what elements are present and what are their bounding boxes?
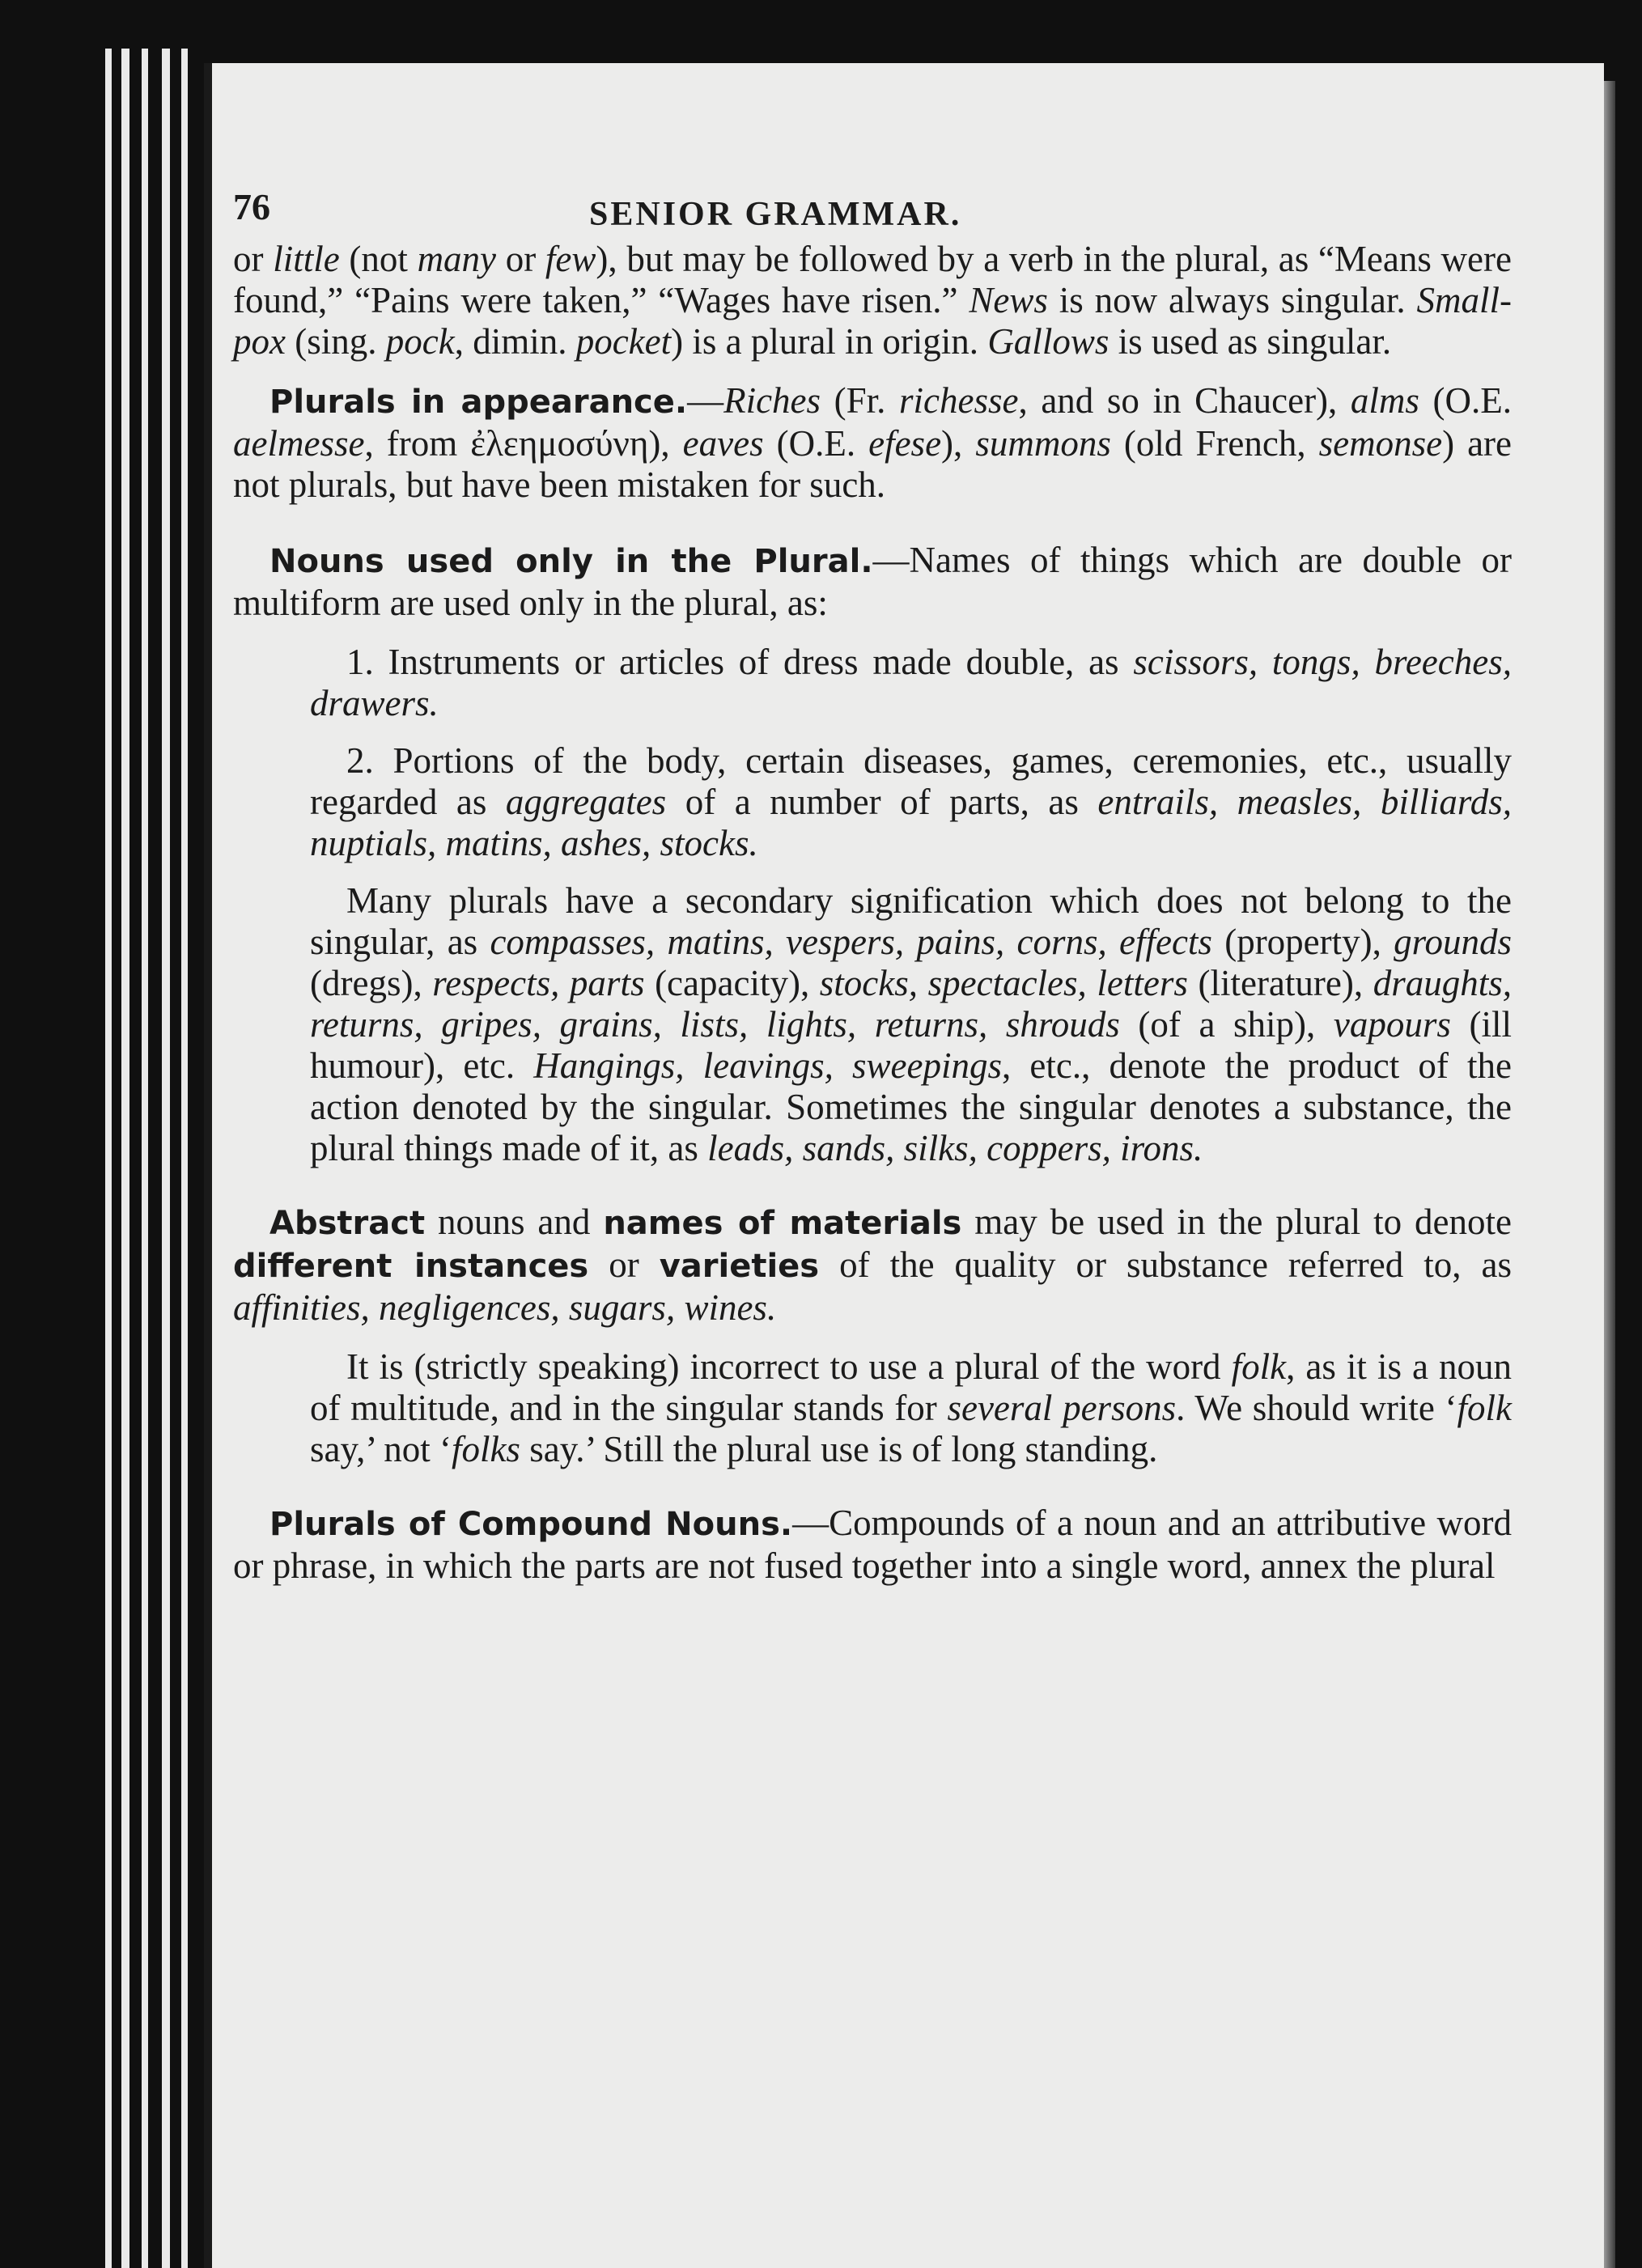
paragraph-nouns-only-plural: Nouns used only in the Plural.—Names of things which are double or multiform are used only in the plural, as: (233, 540, 1513, 623)
page-number: 76 (233, 186, 270, 227)
page-right-edge (1604, 81, 1615, 2268)
indented-block (233, 1346, 1512, 1470)
page-header (233, 162, 1512, 239)
paragraph-secondary-signification: Many plurals have a secondary signification which does not belong to the singular, as compasses, matins, vespers, pains, corns, effects (property), grounds (dregs), respects, parts (capacity), stocks, spectacles, letters (literature), draughts, returns, gripes, grains, lists, lights, returns, shrouds (of a ship), vapours (ill humour), etc. Hangings, leavings, sweepings, etc., denote the product of the action denoted by the singular. Sometimes the singular denotes a substance, the plural things made of it, as leads, sands, silks, coppers, irons. (310, 880, 1512, 1168)
book-edge-strip (142, 49, 148, 2268)
page-text (233, 162, 1512, 1605)
book-edge-strip (162, 49, 170, 2268)
paragraph-compound-nouns: Plurals of Compound Nouns.—Compounds of a noun and an attributive word or phrase, in which the parts are not fused together into a single word, annex the plural (233, 1503, 1512, 1586)
section-heading: Nouns used only in the Plural. (269, 543, 873, 580)
book-edge-strip (121, 49, 129, 2268)
section-heading: Plurals of Compound Nouns. (269, 1506, 793, 1543)
list-item: 1. Instruments or articles of dress made double, as scissors, tongs, breeches, drawers. (310, 642, 1512, 723)
list-item: 2. Portions of the body, certain diseases, games, ceremonies, etc., usually regarded as aggregates of a number of parts, as entrails, measles, billiards, nuptials, matins, ashes, stocks. (310, 740, 1512, 863)
book-edge-strip (105, 49, 112, 2268)
running-title: SENIOR GRAMMAR. (589, 196, 962, 233)
paragraph-folk: It is (strictly speaking) incorrect to use a plural of the word folk, as it is a noun of multitude, and in the singular stands for several persons. We should write ‘folk say,’ not ‘folks say.’ Still the plural use is of long standing. (310, 1346, 1512, 1469)
paragraph-plurals-in-appearance: Plurals in appearance.—Riches (Fr. richesse, and so in Chaucer), alms (O.E. aelmesse, from ἐλεημοσύνη), eaves (O.E. efese), summons (old French, semonse) are not plurals, but have been mistaken for such. (233, 380, 1512, 505)
paragraph-abstract-nouns: Abstract nouns and names of materials may be used in the plural to denote different instances or varieties of the quality or substance referred to, as affinities, negligences, sugars, wines. (233, 1202, 1512, 1328)
book-edge-strip (181, 49, 188, 2268)
paragraph: or little (not many or few), but may be followed by a verb in the plural, as “Means were found,” “Pains were taken,” “Wages have risen.” News is now always singular. Small-pox (sing. pock, dimin. pocket) is a plural in origin. Gallows is used as singular. (233, 239, 1513, 362)
section-heading: Plurals in appearance. (269, 384, 688, 421)
indented-block (233, 642, 1512, 1169)
